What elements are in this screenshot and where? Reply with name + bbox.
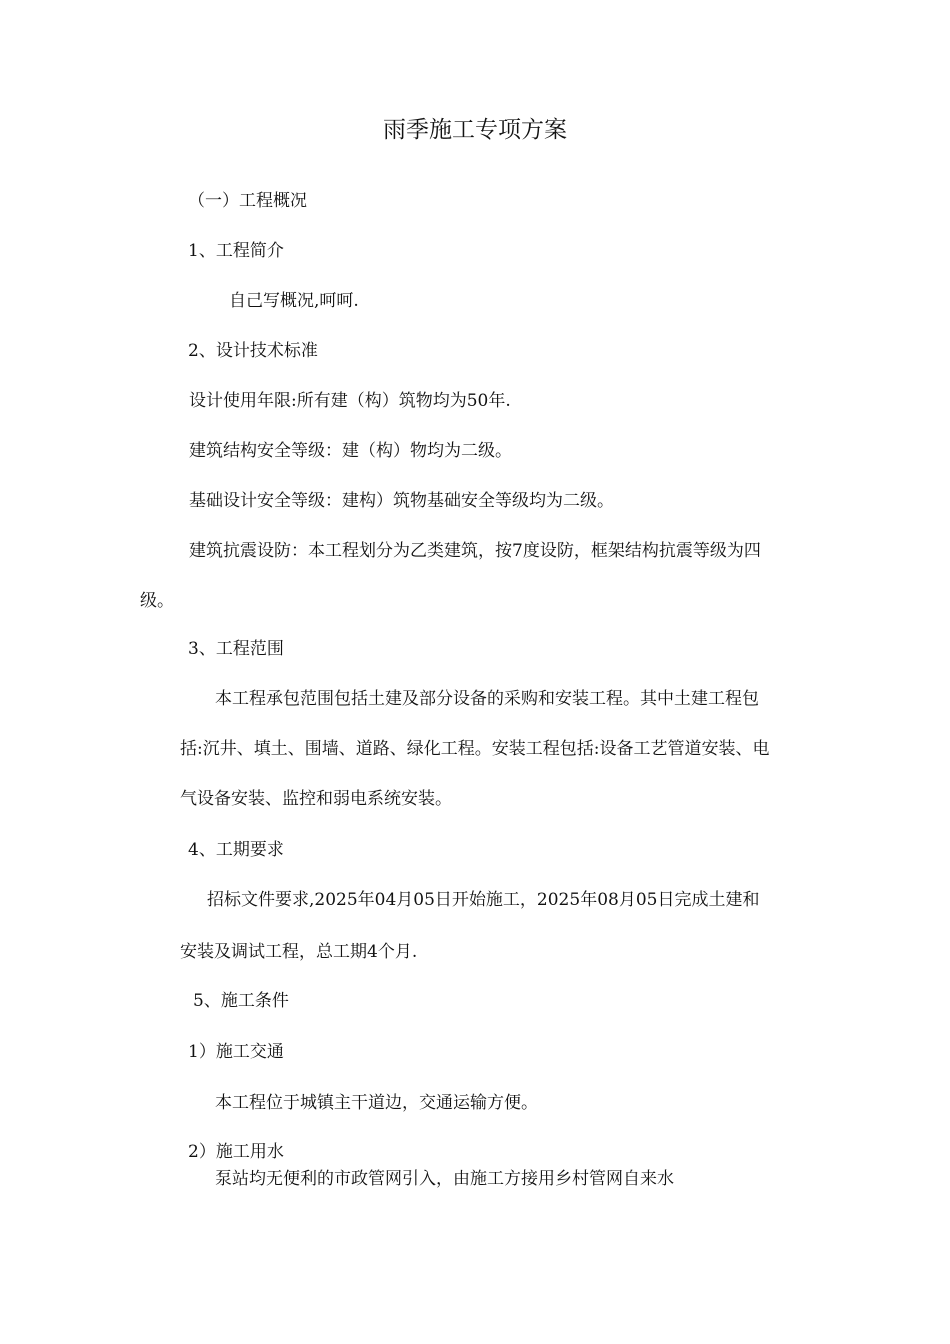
paragraph-line: 安装及调试工程，总工期4个月.	[180, 942, 418, 962]
paragraph-line: 建筑抗震设防：本工程划分为乙类建筑，按7度设防，框架结构抗震等级为四	[189, 541, 761, 561]
paragraph-line: 本工程承包范围包括土建及部分设备的采购和安装工程。其中土建工程包	[215, 689, 759, 709]
paragraph-line: 建筑结构安全等级：建（构）物均为二级。	[189, 441, 512, 461]
item-heading: 5、施工条件	[193, 991, 289, 1011]
paragraph-line: 泵站均无便利的市政管网引入，由施工方接用乡村管网自来水	[215, 1169, 674, 1189]
item-heading: 4、工期要求	[188, 840, 284, 860]
page-title: 雨季施工专项方案	[383, 117, 567, 143]
paragraph-line: 气设备安装、监控和弱电系统安装。	[180, 789, 452, 809]
sub-heading: 1）施工交通	[188, 1042, 284, 1062]
paragraph-line: 级。	[140, 591, 174, 611]
item-heading: 2、设计技术标准	[188, 341, 318, 361]
paragraph-line: 自己写概况,呵呵.	[229, 291, 359, 311]
paragraph-line: 设计使用年限:所有建（构）筑物均为50年.	[189, 391, 511, 411]
paragraph-line: 本工程位于城镇主干道边，交通运输方便。	[215, 1093, 538, 1113]
paragraph-line: 基础设计安全等级：建构）筑物基础安全等级均为二级。	[189, 491, 614, 511]
item-heading: 1、工程简介	[188, 241, 284, 261]
sub-heading: 2）施工用水	[188, 1142, 284, 1162]
item-heading: 3、工程范围	[188, 639, 284, 659]
section-heading: （一）工程概况	[188, 191, 307, 211]
paragraph-line: 括:沉井、填土、围墙、道路、绿化工程。安装工程包括:设备工艺管道安装、电	[180, 739, 770, 759]
paragraph-line: 招标文件要求,2025年04月05日开始施工，2025年08月05日完成土建和	[207, 890, 760, 910]
